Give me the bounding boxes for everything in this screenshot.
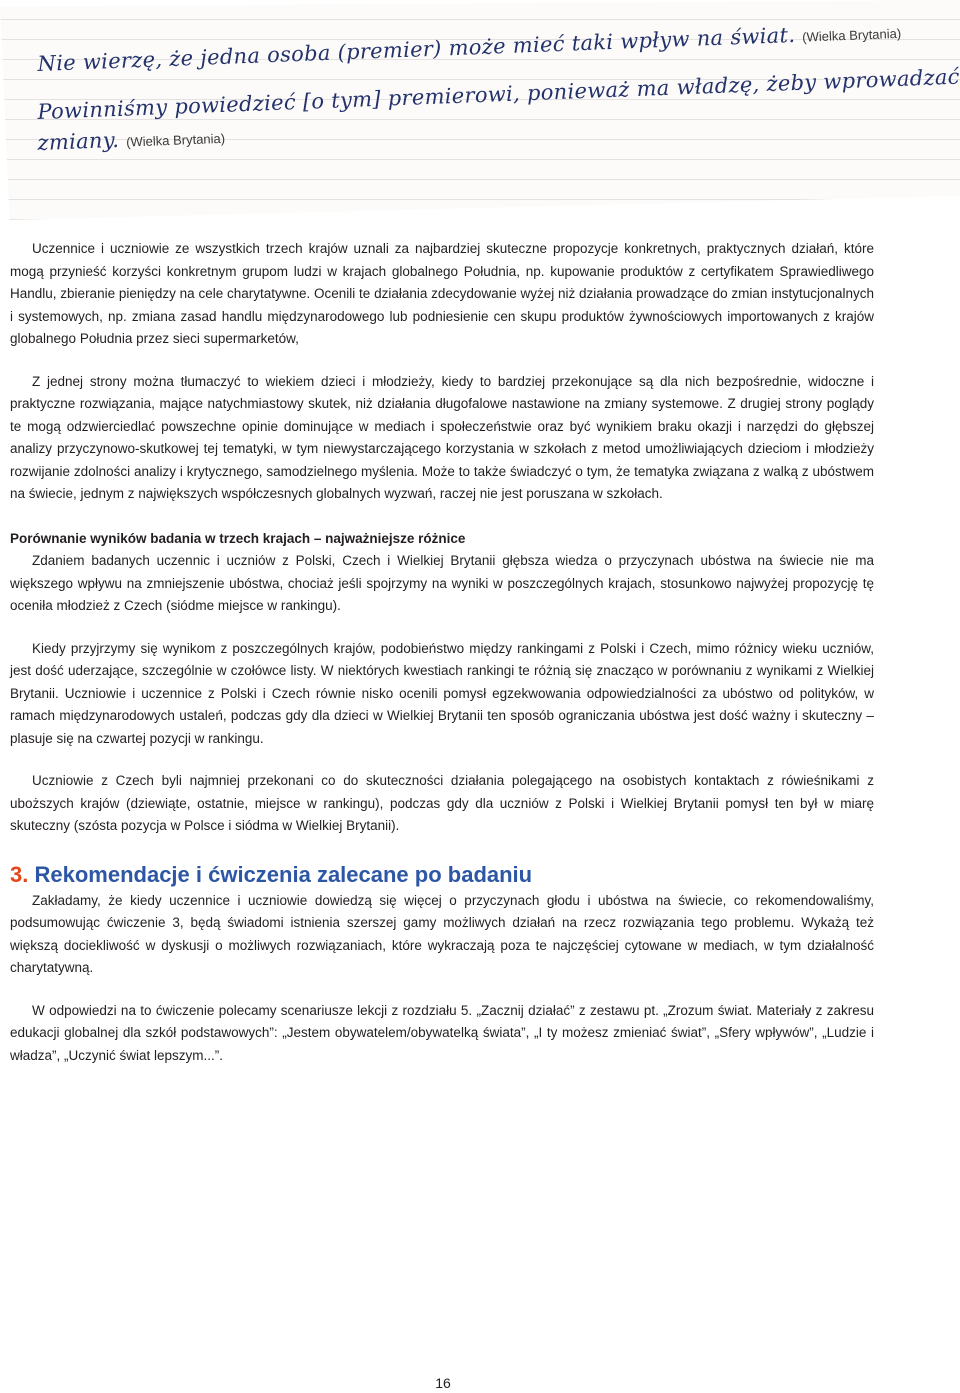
quote-2-source: (Wielka Brytania)	[125, 130, 226, 150]
section-title: Rekomendacje i ćwiczenia zalecane po badaniu	[34, 861, 533, 887]
page-number: 16	[435, 1375, 451, 1391]
paragraph-3: Zdaniem badanych uczennic i uczniów z Polski, Czech i Wielkiej Brytanii głębsza wiedza o przyczynach ubóstwa na świecie nie ma większego wpływu na zmniejszenie ubóstwa, chociaż jeśli spojrzymy na wyniki w poszczególnych krajach, stosunkowo najwyżej propozycję tę oceniła młodzież z Czech (siódme miejsce w rankingu).	[10, 553, 874, 613]
paragraph-4: Kiedy przyjrzymy się wynikom z poszczególnych krajów, podobieństwo między rankingami z Polski i Czech, mimo różnicy wieku uczniów, jest dość uderzające, szczególnie w czołówce listy. W niektórych kwestiach rankingi te różnią się znacząco w porównaniu z wynikami z Wielkiej Brytanii. Uczniowie i uczennice z Polski i Czech równie nisko ocenili pomysł egzekwowania odpowiedzialności za ubóstwo od polityków, w ramach międzynarodowych ustaleń, podczas gdy dla dzieci w Wielkiej Brytanii ten sposób ograniczania ubóstwa jest dość ważny i skuteczny – plasuje się na czwartej pozycji w rankingu.	[10, 640, 874, 746]
paragraph-6: Zakładamy, że kiedy uczennice i uczniowie dowiedzą się więcej o przyczynach głodu i ubóstwa na świecie, co rekomendowaliśmy, podsumowując ćwiczenie 3, będą świadomi istnienia szerszej gamy możliwych działań na rzecz rozwiązania tego problemu. Wykażą też większą dociekliwość w dyskusji o możliwych rozwiązaniach, które wykraczają poza te najczęściej cytowane w mediach, w tym działalność charytatywną.	[10, 892, 874, 975]
paragraph-1: Uczennice i uczniowie ze wszystkich trzech krajów uznali za najbardziej skuteczne propozycje konkretnych, praktycznych działań, które mogą przynieść korzyści konkretnym grupom ludzi w krajach globalnego Południa, np. kupowanie produktów z certyfikatem Sprawiedliwego Handlu, zbieranie pieniędzy na cele charytatywne. Ocenili te działania zdecydowanie wyżej niż działania prowadzące do zmian instytucjonalnych i systemowych, np. zmiana zasad handlu międzynarodowego lub podniesienie cen skupu produktów żywnościowych importowanych z krajów globalnego Południa przez sieci supermarketów,	[10, 241, 874, 346]
quote-1-text: Nie wierzę, że jedna osoba (premier) może mieć taki wpływ na świat.	[37, 22, 796, 76]
subheading-comparison: Porównanie wyników badania w trzech krajach – najważniejsze różnice	[10, 530, 466, 546]
section-number: 3.	[10, 861, 29, 887]
section-heading	[10, 860, 874, 890]
quote-2-text-line-1: Powinniśmy powiedzieć [o tym] premierowi, ponieważ ma władzę, żeby wprowadzać	[37, 64, 960, 124]
paragraph-5: Uczniowie z Czech byli najmniej przekonani co do skuteczności działania polegającego na osobistych kontaktach z rówieśnikami z uboższych krajów (dziewiąte, ostatnie, miejsce w rankingu), podczas gdy dla uczniów z Polski i Wielkiej Brytanii pomysł ten był w miarę skuteczny (szósta pozycja w Polsce i siódma w Wielkiej Brytanii).	[10, 773, 874, 833]
quote-2-text-line-2: zmiany.	[37, 127, 120, 155]
quote-1-source: (Wielka Brytania)	[801, 25, 902, 45]
paragraph-2: Z jednej strony można tłumaczyć to wiekiem dzieci i młodzieży, kiedy to bardziej przekonujące są dla nich bezpośrednie, widoczne i praktyczne rozwiązania, mające natychmiastowy skutek, niż działania długofalowe nastawione na zmiany systemowe. Z drugiej strony poglądy te mogą odzwierciedlać powszechne opinie dominujące w mediach i społeczeństwie oraz być wynikiem braku okazji i narzędzi do głębszej analizy przyczynowo-skutkowej tej tematyki, w tym niewystarczającego korzystania w szkołach z metod umożliwiających dzieciom i młodzieży rozwijanie zdolności analizy i krytycznego, samodzielnego myślenia. Może to także świadczyć o tym, że tematyka związana z walką z ubóstwem na świecie, jednym z największych współczesnych globalnych wyzwań, raczej nie jest poruszana w szkołach.	[10, 373, 874, 501]
main-text	[10, 238, 874, 1067]
paragraph-7: W odpowiedzi na to ćwiczenie polecamy scenariusze lekcji z rozdziału 5. „Zacznij działać” z zestawu pt. „Zrozum świat. Materiały z zakresu edukacji globalnej dla szkół podstawowych”: „Jestem obywatelem/obywatelką świata”, „I ty możesz zmieniać świat”, „Sfery wpływów”, „Ludzie i władza”, „Uczynić świat lepszym...”.	[10, 1002, 874, 1063]
